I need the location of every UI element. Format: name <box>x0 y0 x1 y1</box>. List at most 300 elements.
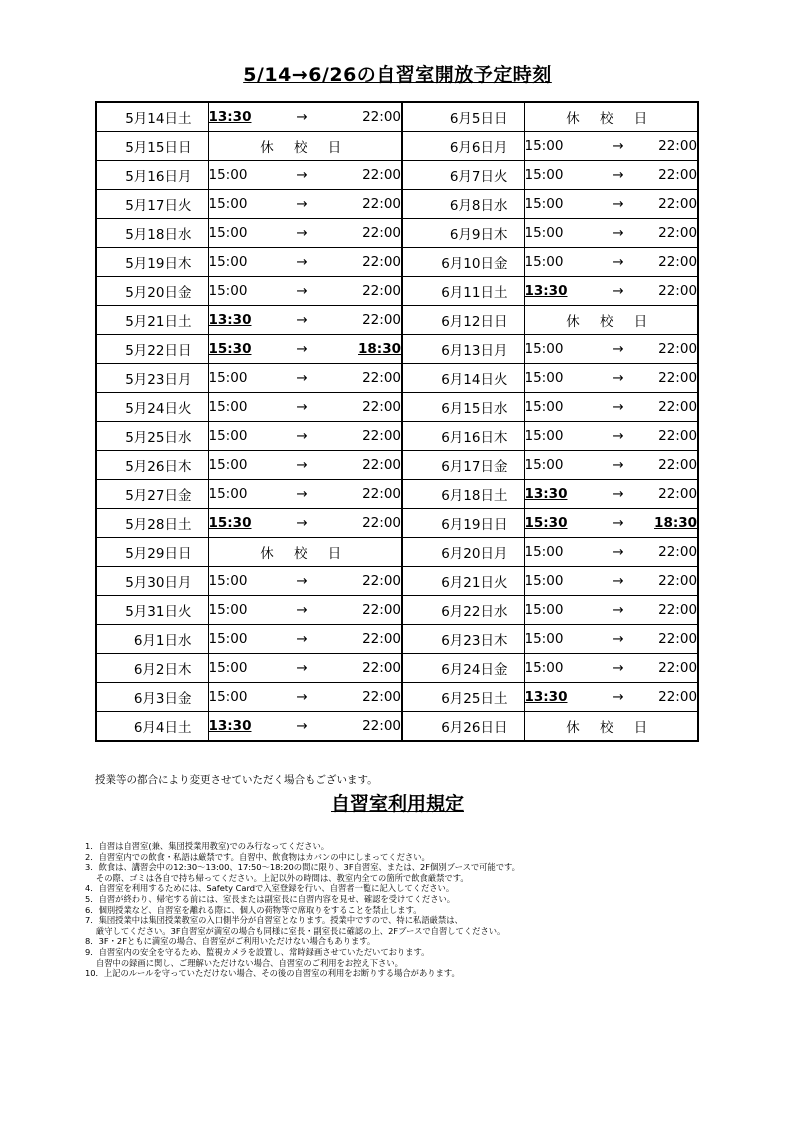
arrow-cell-text: → <box>296 225 308 241</box>
end-time-cell-text: 22:00 <box>362 370 401 386</box>
end-time-cell-text: 22:00 <box>362 660 401 676</box>
weekday-cell-text: 土 <box>178 314 192 330</box>
weekday-cell <box>178 480 208 509</box>
arrow-cell-text: → <box>296 312 308 328</box>
rules-list <box>85 841 765 979</box>
end-time-cell-text: 22:00 <box>658 631 698 647</box>
start-time-cell <box>208 480 274 509</box>
weekday-cell <box>494 538 524 567</box>
schedule-row <box>96 190 698 219</box>
holiday-cell-text: 休 校 日 <box>260 140 350 156</box>
rule-item: その際、ゴミは各自で持ち帰ってください。上記以外の時間は、教室内全ての箇所で飲食厳禁です。 <box>85 872 469 883</box>
date-cell <box>96 596 178 625</box>
start-time-cell-text: 15:00 <box>524 196 564 212</box>
end-time-cell-text: 22:00 <box>658 399 698 415</box>
date-cell-text: 6月7日 <box>449 169 494 185</box>
arrow-cell <box>590 190 646 219</box>
rule-item: 5．自習が終わり、帰宅する前には、室長または副室長に自習内容を見せ、確認を受けてください。 <box>85 893 456 904</box>
date-cell-text: 5月26日 <box>125 459 178 475</box>
weekday-cell-text: 金 <box>178 488 192 504</box>
date-cell-text: 5月15日 <box>125 140 178 156</box>
arrow-cell-text: → <box>296 341 308 357</box>
end-time-cell-text: 22:00 <box>362 486 401 502</box>
weekday-cell-text: 土 <box>494 285 508 301</box>
weekday-cell-text: 木 <box>494 430 508 446</box>
arrow-cell-text: → <box>296 602 308 618</box>
weekday-cell-text: 金 <box>178 285 192 301</box>
end-time-cell <box>646 654 698 683</box>
end-time-cell <box>646 277 698 306</box>
start-time-cell-text: 13:30 <box>208 718 252 734</box>
end-time-cell <box>646 393 698 422</box>
date-cell <box>96 567 178 596</box>
start-time-cell-text: 13:30 <box>208 312 252 328</box>
end-time-cell-text: 22:00 <box>362 457 401 473</box>
end-time-cell <box>646 596 698 625</box>
weekday-cell-text: 火 <box>178 401 192 417</box>
end-time-cell-text: 22:00 <box>658 660 698 676</box>
start-time-cell <box>524 538 590 567</box>
end-time-cell <box>646 248 698 277</box>
end-time-cell <box>330 306 402 335</box>
weekday-cell-text: 金 <box>494 256 508 272</box>
arrow-cell-text: → <box>612 486 624 502</box>
date-cell <box>96 335 178 364</box>
date-cell-text: 5月17日 <box>125 198 178 214</box>
end-time-cell-text: 22:00 <box>362 254 401 270</box>
start-time-cell <box>208 161 274 190</box>
weekday-cell <box>178 422 208 451</box>
schedule-row <box>96 538 698 567</box>
arrow-cell-text: → <box>612 167 624 183</box>
date-cell-text: 6月6日 <box>449 140 494 156</box>
rule-item: 自習中の録画に関し、ご理解いただけない場合、自習室のご利用をお控え下さい。 <box>85 957 403 968</box>
weekday-cell <box>494 509 524 538</box>
arrow-cell <box>274 451 330 480</box>
end-time-cell <box>646 451 698 480</box>
weekday-cell <box>494 625 524 654</box>
date-cell-text: 5月14日 <box>125 111 178 127</box>
start-time-cell <box>208 248 274 277</box>
weekday-cell-text: 木 <box>178 459 192 475</box>
end-time-cell <box>646 683 698 712</box>
arrow-cell-text: → <box>612 370 624 386</box>
end-time-cell <box>646 161 698 190</box>
end-time-cell-text: 18:30 <box>358 341 401 357</box>
arrow-cell-text: → <box>612 631 624 647</box>
end-time-cell-text: 22:00 <box>658 428 698 444</box>
start-time-cell-text: 15:00 <box>208 486 248 502</box>
weekday-cell-text: 土 <box>494 691 508 707</box>
start-time-cell <box>208 654 274 683</box>
date-cell-text: 6月15日 <box>441 401 494 417</box>
start-time-cell-text: 15:00 <box>208 602 248 618</box>
weekday-cell-text: 月 <box>494 546 508 562</box>
arrow-cell-text: → <box>612 515 624 531</box>
date-cell <box>96 161 178 190</box>
end-time-cell-text: 22:00 <box>362 689 401 705</box>
date-cell-text: 6月19日 <box>441 517 494 533</box>
arrow-cell-text: → <box>296 428 308 444</box>
date-cell-text: 5月21日 <box>125 314 178 330</box>
arrow-cell <box>274 712 330 742</box>
holiday-cell <box>208 132 402 161</box>
arrow-cell-text: → <box>612 428 624 444</box>
start-time-cell-text: 15:00 <box>524 167 564 183</box>
arrow-cell <box>274 364 330 393</box>
start-time-cell-text: 15:00 <box>524 428 564 444</box>
weekday-cell-text: 水 <box>494 604 508 620</box>
schedule-row <box>96 306 698 335</box>
start-time-cell <box>524 567 590 596</box>
weekday-cell <box>494 161 524 190</box>
end-time-cell <box>330 364 402 393</box>
arrow-cell-text: → <box>612 138 624 154</box>
date-cell <box>402 190 494 219</box>
arrow-cell-text: → <box>296 196 308 212</box>
weekday-cell <box>178 625 208 654</box>
date-cell-text: 5月18日 <box>125 227 178 243</box>
end-time-cell <box>330 451 402 480</box>
start-time-cell-text: 15:00 <box>524 370 564 386</box>
weekday-cell <box>178 654 208 683</box>
date-cell <box>402 567 494 596</box>
weekday-cell-text: 木 <box>178 256 192 272</box>
end-time-cell-text: 18:30 <box>654 515 698 531</box>
schedule-row <box>96 102 698 132</box>
weekday-cell-text: 日 <box>494 517 508 533</box>
weekday-cell <box>178 451 208 480</box>
arrow-cell <box>590 625 646 654</box>
date-cell-text: 6月23日 <box>441 633 494 649</box>
weekday-cell <box>494 306 524 335</box>
arrow-cell-text: → <box>612 225 624 241</box>
date-cell <box>402 538 494 567</box>
arrow-cell <box>590 596 646 625</box>
date-cell <box>96 538 178 567</box>
weekday-cell <box>178 393 208 422</box>
arrow-cell <box>274 683 330 712</box>
arrow-cell <box>274 335 330 364</box>
schedule-row <box>96 712 698 742</box>
start-time-cell-text: 15:00 <box>524 138 564 154</box>
arrow-cell-text: → <box>296 399 308 415</box>
weekday-cell <box>494 567 524 596</box>
weekday-cell <box>494 683 524 712</box>
start-time-cell-text: 15:00 <box>208 660 248 676</box>
start-time-cell <box>524 596 590 625</box>
rule-item: 1．自習は自習室(兼、集団授業用教室)でのみ行なってください。 <box>85 841 330 851</box>
date-cell <box>96 422 178 451</box>
weekday-cell-text: 木 <box>494 633 508 649</box>
date-cell-text: 6月2日 <box>133 662 178 678</box>
date-cell <box>96 132 178 161</box>
weekday-cell <box>178 712 208 742</box>
end-time-cell <box>330 277 402 306</box>
weekday-cell-text: 金 <box>178 691 192 707</box>
start-time-cell <box>524 451 590 480</box>
schedule-row <box>96 335 698 364</box>
arrow-cell <box>590 132 646 161</box>
schedule-row <box>96 480 698 509</box>
arrow-cell-text: → <box>296 109 308 125</box>
weekday-cell <box>178 335 208 364</box>
schedule-row <box>96 683 698 712</box>
holiday-cell-text: 休 校 日 <box>566 720 656 736</box>
date-cell <box>402 654 494 683</box>
date-cell-text: 5月27日 <box>125 488 178 504</box>
end-time-cell-text: 22:00 <box>362 196 401 212</box>
end-time-cell <box>330 683 402 712</box>
weekday-cell-text: 火 <box>494 575 508 591</box>
arrow-cell <box>590 509 646 538</box>
date-cell-text: 6月10日 <box>441 256 494 272</box>
end-time-cell-text: 22:00 <box>658 486 698 502</box>
arrow-cell <box>590 538 646 567</box>
date-cell-text: 6月12日 <box>441 314 494 330</box>
weekday-cell <box>494 277 524 306</box>
date-cell-text: 6月14日 <box>441 372 494 388</box>
weekday-cell-text: 水 <box>494 401 508 417</box>
weekday-cell <box>178 102 208 132</box>
schedule-row <box>96 364 698 393</box>
date-cell-text: 5月19日 <box>125 256 178 272</box>
start-time-cell-text: 15:00 <box>524 544 564 560</box>
arrow-cell <box>274 509 330 538</box>
start-time-cell <box>208 102 274 132</box>
end-time-cell <box>330 654 402 683</box>
schedule-row <box>96 422 698 451</box>
date-cell <box>402 422 494 451</box>
arrow-cell-text: → <box>296 254 308 270</box>
rule-item: 9．自習室内の安全を守るため、監視カメラを設置し、常時録画させていただいております。 <box>85 946 430 957</box>
weekday-cell-text: 日 <box>494 111 508 127</box>
date-cell-text: 6月9日 <box>449 227 494 243</box>
end-time-cell <box>330 161 402 190</box>
holiday-cell <box>524 712 698 742</box>
weekday-cell <box>494 102 524 132</box>
weekday-cell <box>494 712 524 742</box>
weekday-cell-text: 水 <box>178 633 192 649</box>
end-time-cell-text: 22:00 <box>362 631 401 647</box>
holiday-cell-text: 休 校 日 <box>566 111 656 127</box>
end-time-cell-text: 22:00 <box>658 544 698 560</box>
start-time-cell <box>524 683 590 712</box>
end-time-cell <box>330 596 402 625</box>
start-time-cell <box>208 219 274 248</box>
weekday-cell <box>494 654 524 683</box>
date-cell-text: 6月4日 <box>133 720 178 736</box>
schedule-row <box>96 625 698 654</box>
weekday-cell <box>178 161 208 190</box>
rule-item: 4．自習室を利用するためには、Safety Cardで入室登録を行い、自習者一覧に記入してください。 <box>85 883 455 894</box>
page-title: 5/14→6/26の自習室開放予定時刻 <box>243 64 552 86</box>
weekday-cell-text: 火 <box>494 372 508 388</box>
holiday-cell <box>524 102 698 132</box>
weekday-cell-text: 木 <box>178 662 192 678</box>
end-time-cell <box>330 712 402 742</box>
date-cell-text: 5月25日 <box>125 430 178 446</box>
start-time-cell-text: 15:30 <box>208 515 252 531</box>
weekday-cell-text: 日 <box>178 140 192 156</box>
arrow-cell <box>274 219 330 248</box>
arrow-cell-text: → <box>612 660 624 676</box>
start-time-cell-text: 15:00 <box>524 602 564 618</box>
schedule-row <box>96 654 698 683</box>
end-time-cell-text: 22:00 <box>658 689 698 705</box>
start-time-cell <box>208 509 274 538</box>
arrow-cell <box>590 335 646 364</box>
date-cell-text: 6月13日 <box>441 343 494 359</box>
end-time-cell <box>646 538 698 567</box>
weekday-cell-text: 月 <box>178 372 192 388</box>
weekday-cell-text: 水 <box>178 227 192 243</box>
weekday-cell <box>494 248 524 277</box>
holiday-cell <box>208 538 402 567</box>
schedule-row <box>96 451 698 480</box>
start-time-cell <box>524 335 590 364</box>
end-time-cell <box>330 509 402 538</box>
rule-item: 3．飲食は、講習会中の12:30～13:00、17:50～18:20の間に限り、3F自習室、または、2F個別ブースで可能です。 <box>85 862 520 873</box>
weekday-cell <box>494 480 524 509</box>
weekday-cell <box>494 219 524 248</box>
end-time-cell-text: 22:00 <box>362 312 401 328</box>
date-cell <box>402 219 494 248</box>
arrow-cell <box>274 393 330 422</box>
date-cell-text: 6月3日 <box>133 691 178 707</box>
weekday-cell <box>494 422 524 451</box>
start-time-cell <box>208 393 274 422</box>
date-cell <box>402 712 494 742</box>
weekday-cell <box>178 219 208 248</box>
end-time-cell-text: 22:00 <box>658 602 698 618</box>
date-cell <box>402 451 494 480</box>
start-time-cell-text: 15:00 <box>208 399 248 415</box>
start-time-cell <box>524 509 590 538</box>
date-cell <box>96 393 178 422</box>
start-time-cell-text: 15:00 <box>208 428 248 444</box>
end-time-cell <box>646 219 698 248</box>
start-time-cell <box>524 654 590 683</box>
arrow-cell-text: → <box>612 573 624 589</box>
start-time-cell <box>208 451 274 480</box>
date-cell <box>96 248 178 277</box>
date-cell <box>96 480 178 509</box>
date-cell <box>402 393 494 422</box>
weekday-cell <box>178 306 208 335</box>
date-cell-text: 5月28日 <box>125 517 178 533</box>
weekday-cell-text: 月 <box>494 343 508 359</box>
start-time-cell <box>524 190 590 219</box>
end-time-cell <box>646 422 698 451</box>
date-cell-text: 5月30日 <box>125 575 178 591</box>
start-time-cell-text: 15:00 <box>524 399 564 415</box>
arrow-cell <box>274 654 330 683</box>
start-time-cell-text: 15:00 <box>524 225 564 241</box>
end-time-cell <box>330 422 402 451</box>
rule-item: 7．集団授業中は集団授業教室の入口側半分が自習室となります。授業中ですので、特に私語厳禁は、 <box>85 915 463 926</box>
weekday-cell <box>178 538 208 567</box>
arrow-cell <box>590 219 646 248</box>
date-cell-text: 6月20日 <box>441 546 494 562</box>
date-cell-text: 6月18日 <box>441 488 494 504</box>
end-time-cell-text: 22:00 <box>362 283 401 299</box>
start-time-cell-text: 15:00 <box>524 341 564 357</box>
schedule-row <box>96 393 698 422</box>
arrow-cell <box>590 248 646 277</box>
arrow-cell-text: → <box>296 457 308 473</box>
date-cell-text: 6月21日 <box>441 575 494 591</box>
end-time-cell-text: 22:00 <box>658 138 698 154</box>
start-time-cell-text: 15:00 <box>524 660 564 676</box>
weekday-cell <box>178 277 208 306</box>
end-time-cell-text: 22:00 <box>362 515 401 531</box>
rule-item: 2．自習室内での飲食・私語は厳禁です。自習中、飲食物はカバンの中にしまってください。 <box>85 851 430 862</box>
weekday-cell-text: 火 <box>494 169 508 185</box>
end-time-cell <box>646 335 698 364</box>
rules-title: 自習室利用規定 <box>330 793 464 815</box>
schedule-table <box>95 101 699 742</box>
end-time-cell <box>646 480 698 509</box>
rule-item: 8．3F・2Fともに満室の場合、自習室がご利用いただけない場合もあります。 <box>85 936 376 947</box>
end-time-cell-text: 22:00 <box>362 399 401 415</box>
end-time-cell-text: 22:00 <box>362 718 401 734</box>
start-time-cell <box>524 277 590 306</box>
date-cell-text: 6月24日 <box>441 662 494 678</box>
date-cell <box>96 364 178 393</box>
arrow-cell <box>274 190 330 219</box>
date-cell-text: 6月25日 <box>441 691 494 707</box>
arrow-cell-text: → <box>296 486 308 502</box>
start-time-cell-text: 15:00 <box>208 283 248 299</box>
date-cell-text: 5月31日 <box>125 604 178 620</box>
arrow-cell <box>590 161 646 190</box>
date-cell-text: 6月1日 <box>133 633 178 649</box>
date-cell-text: 6月17日 <box>441 459 494 475</box>
start-time-cell-text: 13:30 <box>208 109 252 125</box>
start-time-cell-text: 15:30 <box>208 341 252 357</box>
end-time-cell <box>330 335 402 364</box>
arrow-cell <box>590 422 646 451</box>
arrow-cell-text: → <box>612 602 624 618</box>
date-cell-text: 6月26日 <box>441 720 494 736</box>
start-time-cell <box>524 364 590 393</box>
end-time-cell-text: 22:00 <box>658 457 698 473</box>
start-time-cell-text: 15:00 <box>208 370 248 386</box>
end-time-cell <box>646 132 698 161</box>
end-time-cell <box>330 219 402 248</box>
date-cell-text: 5月23日 <box>125 372 178 388</box>
start-time-cell <box>208 567 274 596</box>
arrow-cell <box>274 480 330 509</box>
holiday-cell-text: 休 校 日 <box>260 546 350 562</box>
date-cell-text: 6月22日 <box>441 604 494 620</box>
arrow-cell-text: → <box>296 515 308 531</box>
date-cell <box>96 306 178 335</box>
weekday-cell-text: 土 <box>178 720 192 736</box>
end-time-cell <box>330 480 402 509</box>
start-time-cell <box>208 190 274 219</box>
start-time-cell <box>208 364 274 393</box>
start-time-cell-text: 15:00 <box>208 254 248 270</box>
end-time-cell-text: 22:00 <box>362 225 401 241</box>
start-time-cell-text: 15:00 <box>208 689 248 705</box>
date-cell <box>96 219 178 248</box>
weekday-cell <box>494 132 524 161</box>
arrow-cell <box>590 451 646 480</box>
weekday-cell-text: 月 <box>494 140 508 156</box>
arrow-cell <box>274 306 330 335</box>
